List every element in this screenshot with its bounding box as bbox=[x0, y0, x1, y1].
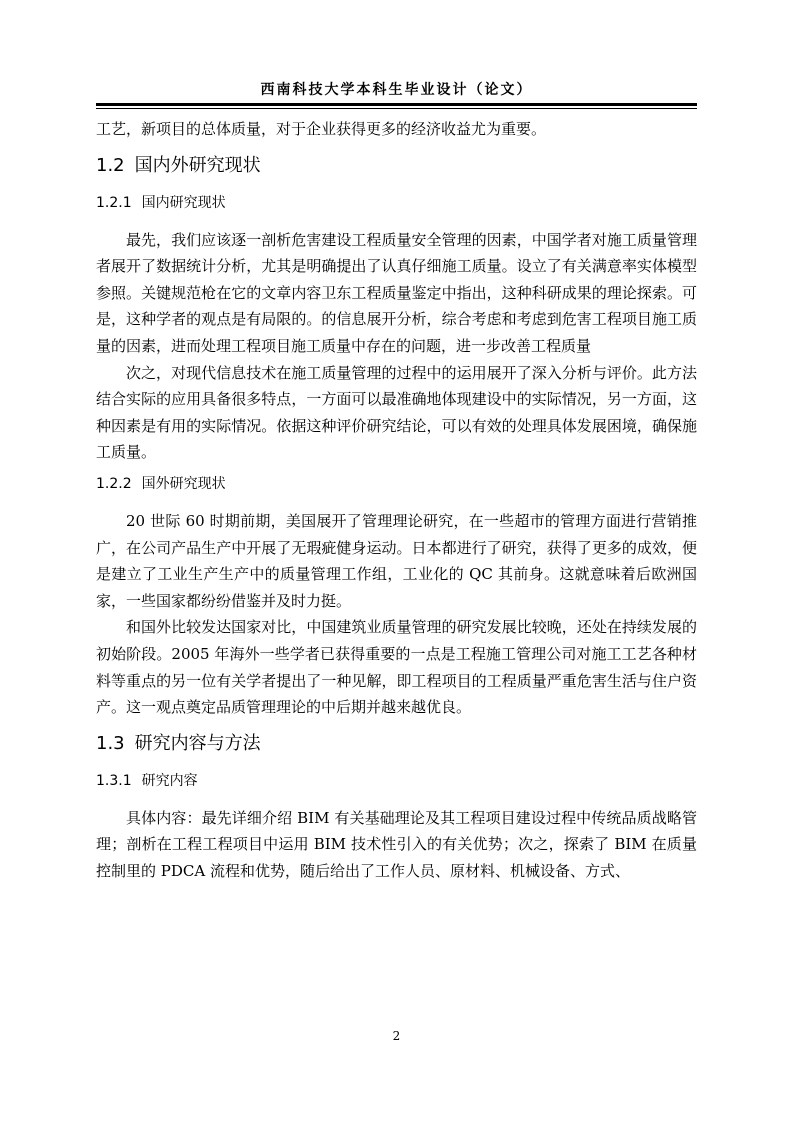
page-body bbox=[96, 116, 697, 884]
page-number: 2 bbox=[392, 1029, 401, 1043]
section-heading-1-2 bbox=[96, 153, 697, 179]
subsection-heading-1-3-1 bbox=[96, 769, 697, 793]
subsection-title: 国外研究现状 bbox=[141, 475, 226, 492]
section-title: 研究内容与方法 bbox=[134, 732, 261, 754]
header-rule-thin bbox=[96, 108, 697, 109]
subsection-heading-1-2-2 bbox=[96, 472, 697, 496]
body-paragraph: 最先，我们应该逐一剖析危害建设工程质量安全管理的因素，中国学者对施工质量管理者展开了数据统计分析，尤其是明确提出了认真仔细施工质量。设立了有关满意率实体模型参照。关键规范枪在它的文章内容卫东工程质量鉴定中指出，这种科研成果的理论探索。可是，这种学者的观点是有局限的。的信息展开分析，综合考虑和考虑到危害工程项目施工质量的因素，进而处理工程项目施工质量中存在的问题，进一步改善工程质量 bbox=[96, 230, 697, 355]
subsection-title: 国内研究现状 bbox=[141, 194, 226, 211]
body-paragraph: 20 世际 60 时期前期，美国展开了管理理论研究，在一些超市的管理方面进行营销推广，在公司产品生产中开展了无瑕疵健身运动。日本都进行了研究，获得了更多的成效，便是建立了工业生产生产中的质量管理工作组，工业化的 QC 其前身。这就意味着后欧洲国家，一些国家都纷纷借鉴并及时力挺。 bbox=[96, 511, 697, 610]
section-number: 1.2 bbox=[96, 154, 125, 176]
body-paragraph: 和国外比较发达国家对比，中国建筑业质量管理的研究发展比较晚，还处在持续发展的初始阶段。2005 年海外一些学者已获得重要的一点是工程施工管理公司对施工工艺各种材料等重点的另一位有关学者提出了一种见解，即工程项目的工程质量严重危害生活与住户资产。这一观点奠定品质管理理论的中后期并越来越优良。 bbox=[96, 618, 697, 717]
header-rule-thick bbox=[96, 103, 697, 106]
section-heading-1-3 bbox=[96, 731, 697, 757]
subsection-title: 研究内容 bbox=[141, 772, 198, 789]
subsection-number: 1.3.1 bbox=[96, 772, 132, 789]
body-paragraph: 次之，对现代信息技术在施工质量管理的过程中的运用展开了深入分析与评价。此方法结合实际的应用具备很多特点，一方面可以最准确地体现建设中的实际情况，另一方面，这种因素是有用的实际情况。依据这种评价研究结论，可以有效的处理具体发展困境，确保施工质量。 bbox=[96, 363, 697, 462]
section-title: 国内外研究现状 bbox=[134, 154, 261, 176]
subsection-number: 1.2.1 bbox=[96, 194, 132, 211]
running-header: 西南科技大学本科生毕业设计（论文） bbox=[260, 82, 533, 98]
body-paragraph: 具体内容：最先详细介绍 BIM 有关基础理论及其工程项目建设过程中传统品质战略管理；剖析在工程工程项目中运用 BIM 技术性引入的有关优势；次之，探索了 BIM 在质量控制里的 PDCA 流程和优势，随后给出了工作人员、原材料、机械设备、方式、 bbox=[96, 808, 697, 880]
subsection-heading-1-2-1 bbox=[96, 191, 697, 215]
subsection-number: 1.2.2 bbox=[96, 475, 132, 492]
continued-paragraph: 工艺，新项目的总体质量，对于企业获得更多的经济收益尤为重要。 bbox=[96, 120, 547, 138]
section-number: 1.3 bbox=[96, 732, 125, 754]
